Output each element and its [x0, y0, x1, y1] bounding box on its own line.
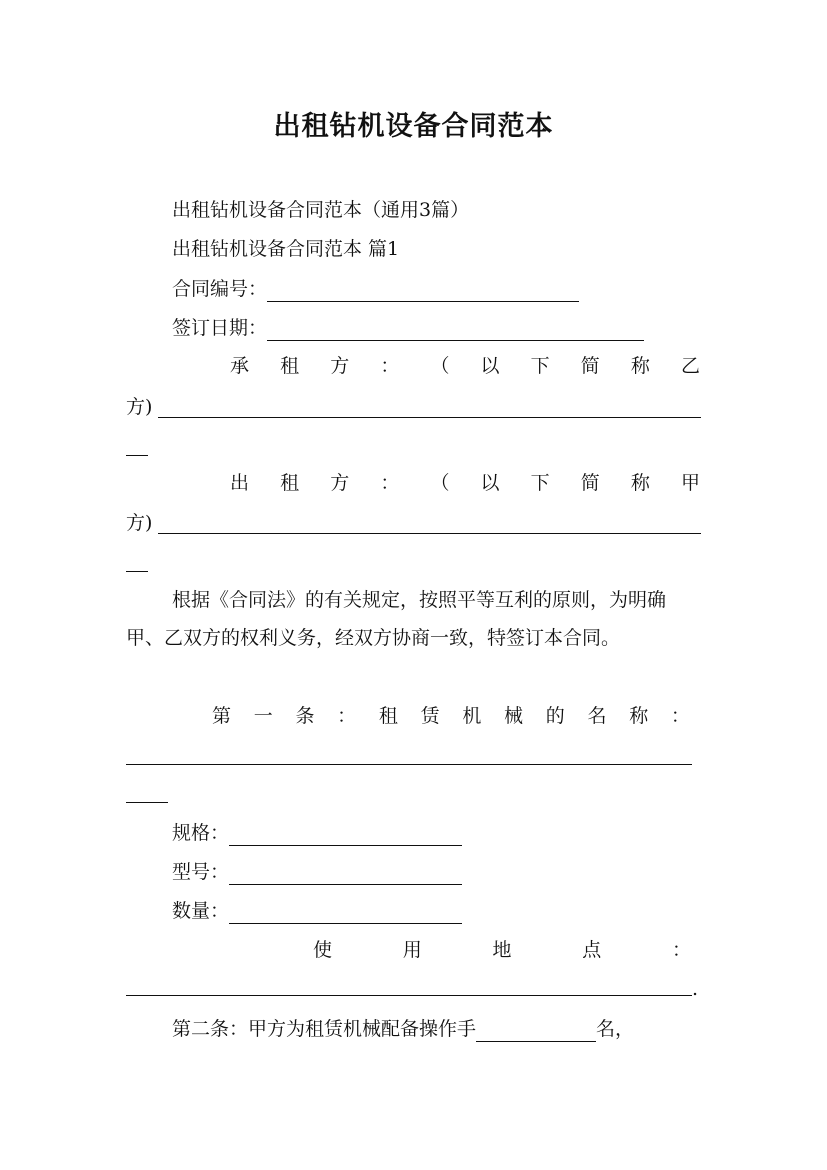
lessor-char: 出 [230, 472, 250, 494]
location-blank[interactable] [126, 995, 692, 996]
spec-label: 规格： [172, 822, 230, 844]
lessor-char: 甲 [680, 472, 700, 494]
intro-paragraph: 根据《合同法》的有关规定，按照平等互利的原则，为明确甲、乙双方的权利义务，经双方协商一致，特签订本合同。 [126, 589, 667, 649]
subtitle: 出租钻机设备合同范本（通用3篇） [172, 199, 470, 221]
document-title: 出租钻机设备合同范本 [273, 111, 554, 142]
article2-suffix: 名， [596, 1018, 635, 1040]
article1-heading [212, 703, 690, 729]
quantity-label: 数量： [172, 900, 230, 922]
lessor-label-row [230, 470, 700, 496]
lessor-char: 以 [480, 472, 500, 494]
article1-char: 条 [295, 705, 315, 727]
equipment-name-blank-continued[interactable] [126, 802, 168, 803]
location-char: 点 [582, 939, 602, 961]
lessor-char: （ [430, 472, 450, 494]
location-label-row [313, 937, 691, 963]
location-char: 地 [492, 939, 512, 961]
lessee-tail: 方) [126, 396, 153, 418]
lessee-char: ： [380, 355, 400, 377]
quantity-blank[interactable] [229, 903, 462, 924]
article1-char: 第 [212, 705, 232, 727]
model-row [172, 859, 462, 885]
lessee-char: 乙 [680, 355, 700, 377]
spec-blank[interactable] [229, 825, 462, 846]
article1-char: 一 [253, 705, 273, 727]
contract-number-row [172, 276, 579, 302]
location-char: 使 [313, 939, 333, 961]
article2-prefix: 第二条：甲方为租赁机械配备操作手 [172, 1018, 477, 1040]
lessor-char: 称 [630, 472, 650, 494]
location-end-mark: . [692, 978, 699, 1000]
article1-char: 租 [378, 705, 398, 727]
article1-char: 赁 [420, 705, 440, 727]
part-heading: 出租钻机设备合同范本 篇1 [172, 238, 400, 260]
lessee-char: 简 [580, 355, 600, 377]
contract-number-label: 合同编号： [172, 278, 268, 300]
sign-date-label: 签订日期： [172, 317, 268, 339]
article1-char: 名 [587, 705, 607, 727]
sign-date-row [172, 315, 644, 341]
article1-char: 机 [462, 705, 482, 727]
lessee-char: 租 [280, 355, 300, 377]
lessee-char: 方 [330, 355, 350, 377]
lessee-char: 称 [630, 355, 650, 377]
lessor-tail: 方) [126, 512, 153, 534]
article2-row [172, 1016, 634, 1042]
lessor-char: 简 [580, 472, 600, 494]
lessor-name-blank[interactable] [158, 533, 701, 534]
model-blank[interactable] [229, 864, 462, 885]
lessor-name-blank-continued[interactable] [126, 571, 148, 572]
operator-count-blank[interactable] [476, 1021, 596, 1042]
model-label: 型号： [172, 861, 230, 883]
equipment-name-blank[interactable] [126, 764, 692, 765]
location-char: 用 [402, 939, 422, 961]
lessee-name-blank[interactable] [158, 417, 701, 418]
sign-date-blank[interactable] [267, 320, 644, 341]
quantity-row [172, 898, 462, 924]
lessee-name-blank-continued[interactable] [126, 455, 148, 456]
article1-char: 称 [629, 705, 649, 727]
location-char: ： [671, 939, 691, 961]
article1-char: 的 [545, 705, 565, 727]
lessor-char: ： [380, 472, 400, 494]
lessor-char: 下 [530, 472, 550, 494]
lessee-label-row [230, 353, 700, 379]
lessee-char: 承 [230, 355, 250, 377]
lessor-char: 租 [280, 472, 300, 494]
article1-char: ： [670, 705, 690, 727]
contract-number-blank[interactable] [267, 281, 579, 302]
spec-row [172, 820, 462, 846]
lessor-char: 方 [330, 472, 350, 494]
lessee-char: 以 [480, 355, 500, 377]
lessee-char: （ [430, 355, 450, 377]
lessee-char: 下 [530, 355, 550, 377]
article1-char: ： [337, 705, 357, 727]
article1-char: 械 [504, 705, 524, 727]
